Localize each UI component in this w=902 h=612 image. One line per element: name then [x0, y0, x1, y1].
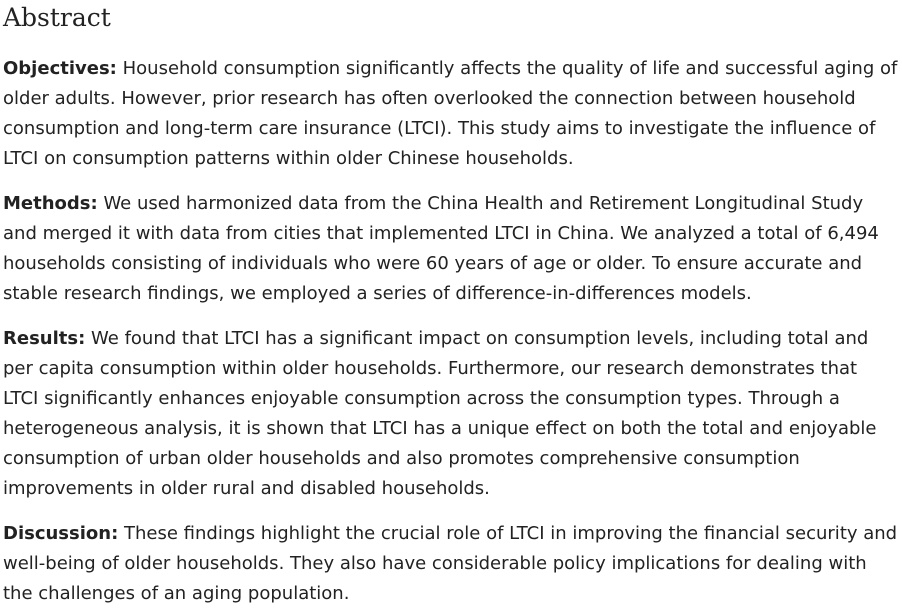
- objectives-label: Objectives:: [3, 58, 117, 79]
- results-paragraph: [3, 324, 898, 504]
- methods-paragraph: [3, 189, 898, 309]
- discussion-label: Discussion:: [3, 523, 119, 544]
- methods-text: We used harmonized data from the China Health and Retirement Longitudinal Study and merged it with data from cities that implemented LTCI in China. We analyzed a total of 6,494 households consisting of individuals who were 60 years of age or older. To ensure accurate and stable research findings, we employed a series of difference-in-differences models.: [3, 193, 879, 304]
- results-text: We found that LTCI has a significant impact on consumption levels, including total and per capita consumption within older households. Furthermore, our research demonstrates that LTCI significantly enhances enjoyable consumption across the consumption types. Through a heterogeneous analysis, it is shown that LTCI has a unique effect on both the total and enjoyable consumption of urban older households and also promotes comprehensive consumption improvements in older rural and disabled households.: [3, 328, 877, 499]
- results-label: Results:: [3, 328, 86, 349]
- methods-label: Methods:: [3, 193, 98, 214]
- abstract-section: [3, 0, 898, 609]
- discussion-paragraph: [3, 519, 898, 609]
- abstract-heading: Abstract: [3, 3, 111, 32]
- discussion-text: These findings highlight the crucial role of LTCI in improving the financial security and well-being of older households. They also have considerable policy implications for dealing with the challenges of an aging population.: [3, 523, 898, 604]
- objectives-paragraph: [3, 54, 898, 174]
- objectives-text: Household consumption significantly affects the quality of life and successful aging of older adults. However, prior research has often overlooked the connection between household consumption and long-term care insurance (LTCI). This study aims to investigate the influence of LTCI on consumption patterns within older Chinese households.: [3, 58, 898, 169]
